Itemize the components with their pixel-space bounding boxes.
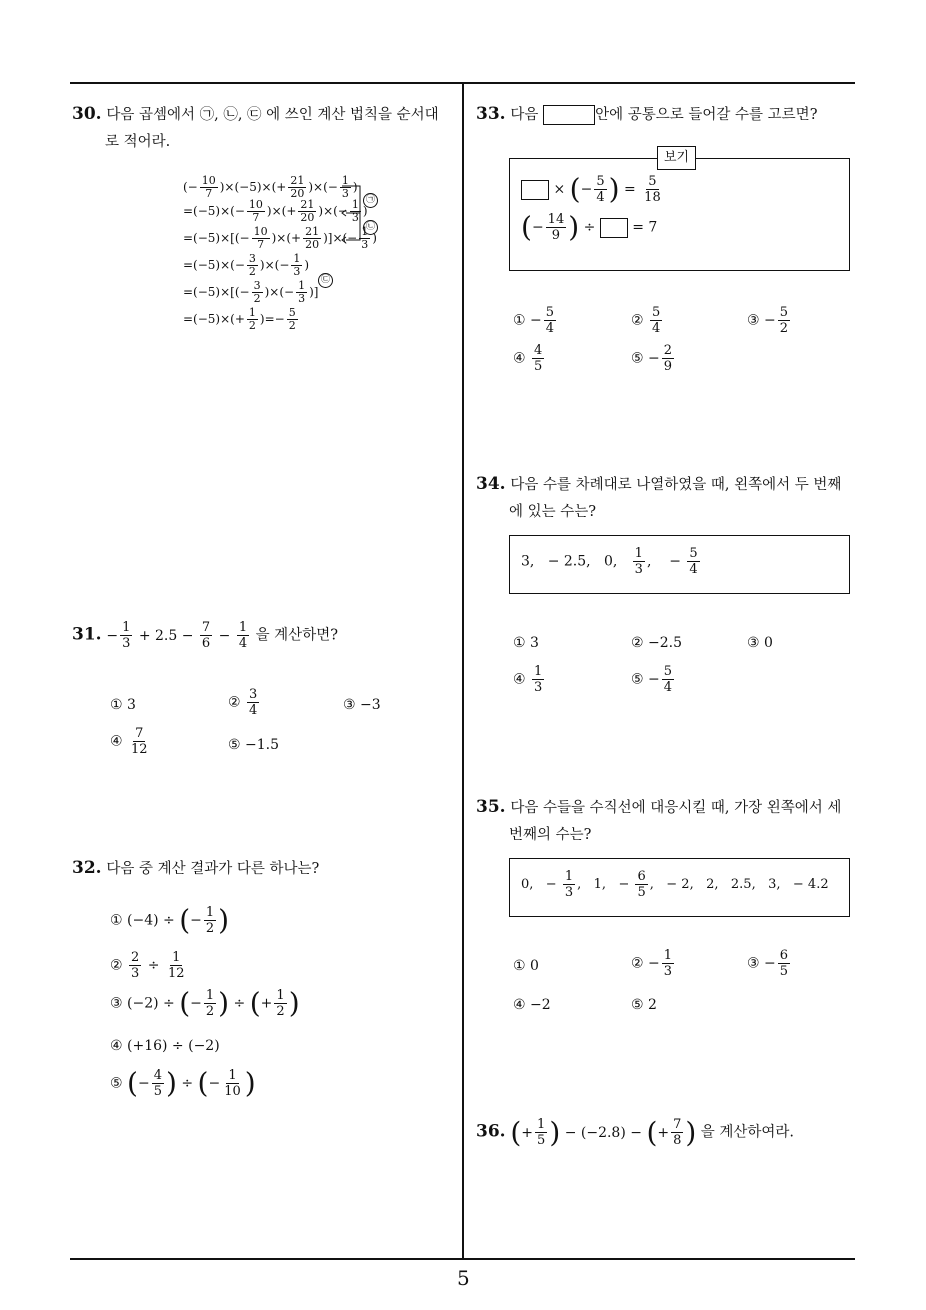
question-number: 30.	[72, 104, 102, 124]
example-label: 보기	[657, 146, 696, 170]
page-number: 5	[457, 1266, 470, 1290]
blank-box	[521, 180, 549, 200]
expression: (+ $\frac{1}{5}$ ) − (−2.8) − (+ $\frac{7}{8}$ )	[510, 1115, 697, 1149]
mark-2: ㉡	[363, 220, 378, 235]
question-33	[476, 101, 861, 128]
question-text-cont: 번째의 수는?	[509, 827, 592, 843]
blank-box	[543, 105, 595, 125]
option-5[interactable]: ⑤ (− $\frac{4}{5}$ ) ÷ (− $\frac{1}{10}$ )	[110, 1066, 256, 1100]
option-4[interactable]: ④ (+16) ÷ (−2)	[110, 1038, 220, 1054]
option-4[interactable]: ④ $\frac{7}{12}$	[110, 726, 148, 757]
option-4[interactable]: ④ $\frac{4}{5}$	[513, 343, 543, 374]
numbers-list: 0, − $\frac{1}{3}$ , 1, − $\frac{6}{5}$ , − 2, 2, 2.5, 3, − 4.2	[521, 869, 829, 900]
option-3[interactable]: ③ − $\frac{5}{2}$	[747, 305, 789, 336]
option-1[interactable]: ① 3	[513, 635, 539, 651]
question-32	[72, 855, 457, 882]
option-2[interactable]: ② $\frac{5}{4}$	[631, 305, 661, 336]
question-number: 33.	[476, 104, 506, 124]
question-text-cont: 로 적어라.	[105, 134, 171, 150]
example-eq-2: (− $\frac{14}{9}$ ) ÷ = 7	[521, 210, 658, 244]
option-1[interactable]: ① − $\frac{5}{4}$	[513, 305, 555, 336]
option-3[interactable]: ③ −3	[343, 697, 381, 713]
question-number: 31.	[72, 624, 102, 645]
derivation-line: (− $\frac{10}{7}$ )×(−5)×(+ $\frac{21}{20}$ )×(− $\frac{1}{3}$ )	[183, 174, 358, 200]
option-4[interactable]: ④ −2	[513, 997, 551, 1013]
option-3[interactable]: ③ − $\frac{6}{5}$	[747, 948, 789, 979]
question-number: 32.	[72, 858, 102, 878]
derivation-line: =(−5)×(+ $\frac{1}{2}$ )=− $\frac{5}{2}$	[183, 306, 296, 332]
option-2[interactable]: ② −2.5	[631, 635, 682, 651]
option-5[interactable]: ⑤ − $\frac{2}{9}$	[631, 343, 673, 374]
question-text: 다음 수를 차례대로 나열하였을 때, 왼쪽에서 두 번째	[510, 477, 842, 493]
blank-box	[600, 218, 628, 238]
option-3[interactable]: ③ 0	[747, 635, 773, 651]
question-number: 35.	[476, 797, 506, 817]
question-text: 다음 곱셈에서 ㉠, ㉡, ㉢ 에 쓰인 계산 법칙을 순서대	[106, 107, 439, 123]
question-text: 을 계산하면?	[255, 627, 338, 644]
option-1[interactable]: ① 0	[513, 958, 539, 974]
expression: − $\frac{1}{3}$ + 2.5 − $\frac{7}{6}$ − $\frac{1}{4}$	[106, 620, 248, 651]
mark-1: ㉠	[363, 193, 378, 208]
mark-3: ㉢	[318, 273, 333, 288]
derivation-line: =(−5)×(− $\frac{10}{7}$ )×(+ $\frac{21}{20}$ )×(− $\frac{1}{3}$ )	[183, 198, 368, 224]
option-5[interactable]: ⑤ −1.5	[228, 737, 279, 753]
question-34	[476, 471, 866, 525]
question-text: 을 계산하여라.	[700, 1124, 795, 1141]
question-text: 다음	[510, 107, 539, 123]
question-number: 34.	[476, 474, 506, 494]
option-2[interactable]: ② − $\frac{1}{3}$	[631, 948, 673, 979]
option-1[interactable]: ① (−4) ÷ (− $\frac{1}{2}$ )	[110, 903, 230, 937]
question-31	[72, 620, 457, 651]
question-35	[476, 794, 866, 848]
question-30	[72, 101, 457, 155]
question-number: 36.	[476, 1121, 506, 1142]
question-text: 다음 수들을 수직선에 대응시킬 때, 가장 왼쪽에서 세	[510, 800, 842, 816]
numbers-list: 3, − 2.5, 0, $\frac{1}{3}$ , − $\frac{5}{4}$	[521, 546, 698, 577]
option-marker: ②	[228, 694, 241, 711]
question-36	[476, 1117, 866, 1148]
option-1[interactable]: ① 3	[110, 697, 136, 713]
option-2[interactable]: ② $\frac{3}{4}$	[228, 687, 258, 718]
question-text: 다음 중 계산 결과가 다른 하나는?	[106, 861, 320, 877]
derivation-line: =(−5)×(− $\frac{3}{2}$ )×(− $\frac{1}{3}$ )	[183, 252, 310, 278]
option-5[interactable]: ⑤ 2	[631, 997, 657, 1013]
option-2[interactable]: ② $\frac{2}{3}$ ÷ $\frac{1}{12}$	[110, 950, 185, 981]
column-divider	[462, 82, 464, 1259]
question-text-cont: 에 있는 수는?	[509, 504, 597, 520]
option-5[interactable]: ⑤ − $\frac{5}{4}$	[631, 664, 673, 695]
option-4[interactable]: ④ $\frac{1}{3}$	[513, 664, 543, 695]
derivation-line: =(−5)×[(− $\frac{3}{2}$ )×(− $\frac{1}{3}$ )]	[183, 279, 319, 305]
example-eq-1: × (− $\frac{5}{4}$ ) = $\frac{5}{18}$	[521, 174, 665, 205]
option-marker: ④	[110, 733, 123, 750]
option-3[interactable]: ③ (−2) ÷ (− $\frac{1}{2}$ ) ÷ (+ $\frac{1}{2}$ )	[110, 986, 300, 1020]
derivation-line: =(−5)×[(− $\frac{10}{7}$ )×(+ $\frac{21}{20}$ )]×(− $\frac{1}{3}$ )	[183, 225, 377, 251]
question-text-cont: 안에 공통으로 들어갈 수를 고르면?	[595, 107, 818, 123]
